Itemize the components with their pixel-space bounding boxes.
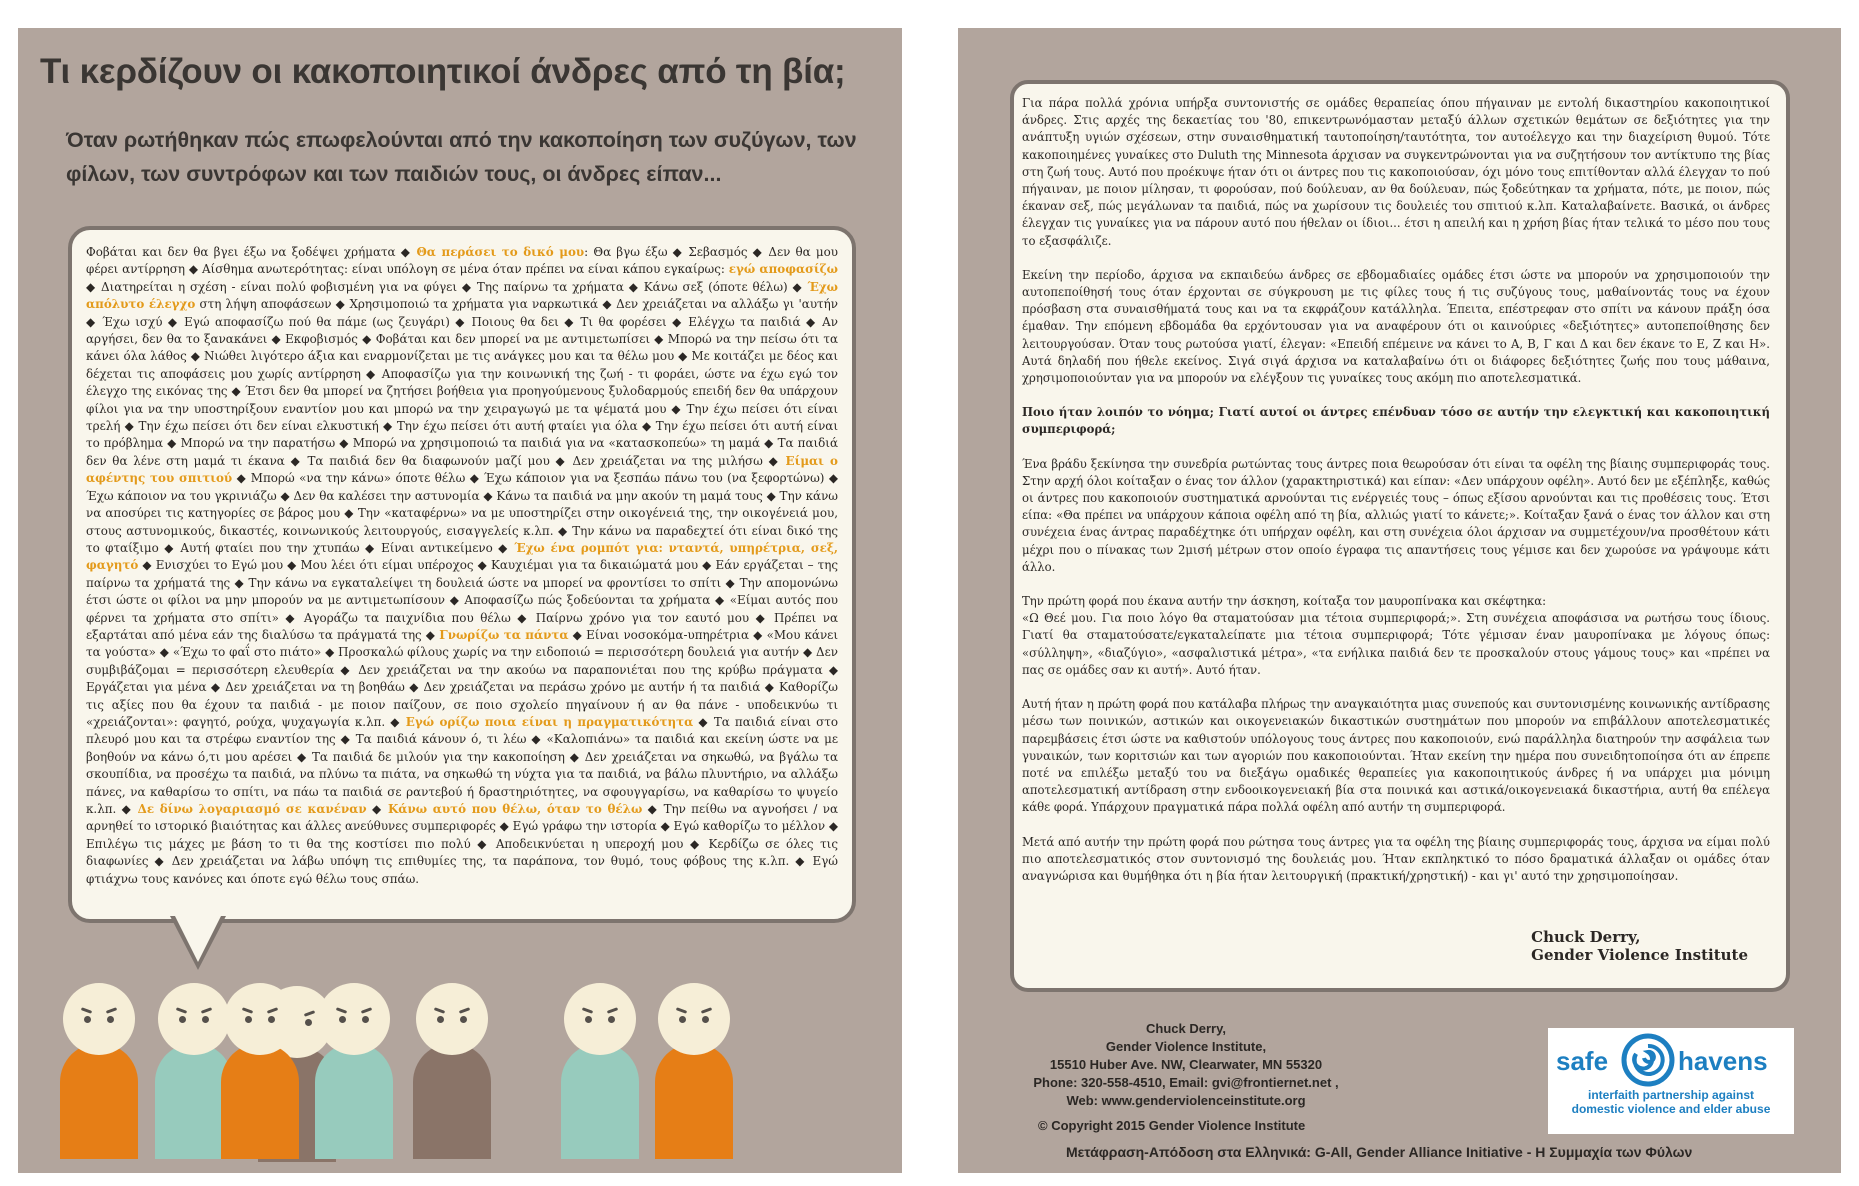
letter-paragraph-1: Για πάρα πολλά χρόνια υπήρξα συντονιστής σε ομάδες θεραπείας όπου πήγαιναν με εντολή δικαστηρίου κακοποιητικοί άνδρες. Στις αρχές της δεκαετίας του '80, επικεντρωνόμασταν μεταξύ άλλων σχετικών θεμάτων σε δεξιότητες για την ανάπτυξη υγιών σχέσεων, στην συναισθηματική ταυτοποίηση/ταυτότητα, τον αυτοέλεγχο και την διαχείριση θυμού. Τότε κακοποιημένες γυναίκες στο Duluth της Minnesota άρχισαν να συγκεντρώνονται για να συζητήσουν τον αντίκτυπο της βίας στη ζωή τους. Αυτό που προέκυψε ήταν ότι οι άντρες που τις κακοποιούσαν, όχι μόνο τους επιτίθονταν αλλά έλεγχαν το πού πήγαιναν, με ποιον μίλησαν, τι φορούσαν, πού δούλευαν, αν θα δούλευαν, πώς ξοδεύτηκαν τα χρήματα, πότε, με ποιον, πώς έκαναν σεξ, πώς μεγάλωναν τα παιδιά, πώς να χωρίσουν τις δουλειές του σπιτιού κ.λπ. Καταλαβαίνετε. Βασικά, οι άνδρες έλεγχαν τις γυναίκες για να πάρουν αυτό που ήθελαν οι ίδιοι... έτσι η απειλή και η χρήση βίας ήταν τελικά το μέσο που τους το εξασφάλιζε. (1022, 96, 1770, 248)
angry-face-icon (224, 983, 296, 1055)
highlighted-benefit: Έχω απόλυτο έλεγχο (86, 279, 838, 312)
speech-bubble-tail-fill (175, 916, 221, 962)
eye (305, 1019, 312, 1026)
contact-name: Chuck Derry, (1146, 1021, 1226, 1036)
benefit-text: ◆ (366, 802, 388, 816)
highlighted-benefit: Εγώ ορίζω ποια είναι η πραγματικότητα (405, 714, 694, 729)
eyebrow (607, 1007, 618, 1014)
person-body (413, 1043, 491, 1159)
logo-tagline-line-1: interfaith partnership against (1587, 1088, 1755, 1102)
eyebrow (459, 1007, 470, 1014)
highlighted-benefit: εγώ αποφασίζω (728, 262, 838, 277)
eye (460, 1016, 467, 1023)
benefit-text: ◆ Ενισχύει το Εγώ μου ◆ Μου λέει ότι είμαι υπέροχος ◆ Καυχιέμαι για τα δικαιώματά μου ◆ Εάν εργάζεται – της παίρνω τα χρήματά της ◆ Την κάνω να εγκαταλείψει τη δουλειά ώστε να μπορεί να φροντίσει το σπίτι ◆ Την απομονώνω έτσι ώστε οι φίλοι να μην μπορούν να με αντιμετωπίσουν ◆ Αποφασίζω πώς ξοδεύονται τα χρήματα ◆ «Είμαι αυτός που φέρνει τα χρήματα στο σπίτι» ◆ Αγοράζω τα παιχνίδια που θέλω ◆ Παίρνω χρόνο για τον εαυτό μου ◆ Πρέπει να εξαρτάται από μένα εάν της διαλύσω τα πράγματά της ◆ (86, 558, 838, 642)
translation-credit: Μετάφραση-Απόδοση στα Ελληνικά: G-All, Gender Alliance Initiative - Η Συμμαχία των Φύλων (1066, 1144, 1693, 1160)
highlighted-benefit: Γνωρίζω τα πάντα (439, 627, 569, 642)
angry-face-icon (564, 983, 636, 1055)
eye (437, 1016, 444, 1023)
angry-face-icon (63, 983, 135, 1055)
person-body (655, 1043, 733, 1159)
eye (679, 1016, 686, 1023)
eye (202, 1016, 209, 1023)
speech-bubble (68, 226, 856, 923)
letter-paragraph-4: Αυτή ήταν η πρώτη φορά που κατάλαβα πλήρως την αναγκαιότητα μιας συνεπούς και συντονισμένης κοινωνικής αντίδρασης μέσω των ποινικών, αστικών και οικογενειακών δικαστικών συστημάτων που μπορούν να επιβάλλουν αποτελεσματικές παρεμβάσεις έτσι ώστε να καθιστούν υπόλογους τους άντρες που κακοποιούν, ενώ παράλληλα διατηρούν την ασφάλεια των γυναικών, των κοριτσιών και των αγοριών που κακοποιούνται. Ήταν εκείνη την ημέρα που συνειδητοποίησα ότι αν έπρεπε ποτέ να επιλέξω μεταξύ του να διεξάγω ομαδικές θεραπείες για κακοποιητικούς άνδρες ή να υπάρχει μια μόνιμη αποτελεσματική αντίδραση στην ενδοοικογενειακή βία στα ποινικά και αστικά/οικογενειακά δικαστήρια, αυτή θα επέλεγα κάθε φορά. Υπάρχουν πραγματικά πάρα πολλά οφέλη από αυτήν τη συμπεριφορά. (1022, 697, 1770, 815)
contact-web[interactable]: Web: www.genderviolenceinstitute.org (1066, 1093, 1306, 1108)
contact-address: 15510 Huber Ave. NW, Clearwater, MN 55320 (1049, 1057, 1323, 1072)
eye (84, 1016, 91, 1023)
safe-havens-logo (1548, 1028, 1794, 1134)
letter-paragraph-2: Εκείνη την περίοδο, άρχισα να εκπαιδεύω άνδρες σε εβδομαδιαίες ομάδες έτσι ώστε να μπορούν να χρησιμοποιούν την αυτοπεποίθησή τους όταν έρχονται σε σύγκρουση με τις φίλες τους ή τις συζύγους τους, μαθαίνοντάς τους να έχουν πρόσβαση στα συναισθήματά τους και να τα εκφράζουν κατάλληλα. Έπειτα, επέστρεφαν στο σπίτι να κάνουν πράξη όσα έμαθαν. Την επόμενη εβδομάδα θα ερχόντουσαν για να αναφέρουν ότι οι καινούριες «δεξιότητες» αυτοπεποίθησης δεν λειτουργούσαν. Όταν τους ρωτούσα γιατί, έλεγαν: «Επειδή επέμεινε να κάνει το Α, Β, Γ και Δ και δεν έκανε το Ε, Ζ και Η». Αυτά δηλαδή που ήθελε εκείνος. Σιγά σιγά άρχισα να καταλαβαίνω ότι οι διάφορες δεξιότητες ζωής που τους μάθαινα, χρησιμοποιούνταν για να μπορούν να ελέγξουν τις γυναίκες τους ακόμη πιο αποτελεσματικά. (1022, 267, 1770, 386)
person-body (561, 1043, 639, 1159)
eyebrow (304, 1010, 315, 1017)
benefit-text: ◆ Την πείθω να αγνοήσει / να αρνηθεί το ιστορικό βιαιότητας και άλλες ανεύθυνες συμπεριφορές ◆ Εγώ γράφω την ιστορία ◆ Εγώ καθορίζω το μέλλον ◆ Επιλέγω τις μάχες με βάση το τι θα της κοστίσει πιο πολύ ◆ Αποδεικνύεται η υπεροχή μου ◆ Κερδίζω σε όλες τις διαφωνίες ◆ Δεν χρειάζεται να λάβω υπόψη τις επιθυμίες της, τα παράπονα, τον θυμό, τους φόβους της κ.λπ. ◆ Εγώ φτιάχνω τους κανόνες και όποτε εγώ θέλω τους σπάω. (86, 802, 838, 886)
angry-face-icon (416, 983, 488, 1055)
benefit-text: Φοβάται και δεν θα βγει έξω να ξοδέψει χρήματα ◆ (86, 245, 417, 259)
eye (585, 1016, 592, 1023)
eyebrow (81, 1007, 92, 1014)
eye (179, 1016, 186, 1023)
angry-face-icon (318, 983, 390, 1055)
highlighted-benefit: Έχω ένα ρομπότ για: νταντά, υπηρέτρια, σεξ, φαγητό (86, 540, 838, 573)
subtitle: Όταν ρωτήθηκαν πώς επωφελούνται από την κακοποίηση των συζύγων, των φίλων, των συντρόφων και των παιδιών τους, οι άνδρες είπαν... (66, 128, 857, 186)
contact-phone-email[interactable]: Phone: 320-558-4510, Email: gvi@frontiernet.net , (1033, 1075, 1339, 1090)
benefit-text: στη λήψη αποφάσεων ◆ Χρησιμοποιώ τα χρήματα για ναρκωτικά ◆ Δεν χρειάζεται να αλλάξω γι 'αυτήν ◆ Έχω ισχύ ◆ Εγώ αποφασίζω πού θα πάμε (ως ζευγάρι) ◆ Ποιους θα δει ◆ Τι θα φορέσει ◆ Ελέγχω τα παιδιά ◆ Αν αργήσει, δεν θα το ξανακάνει ◆ Εκφοβισμός ◆ Φοβάται και δεν μπορεί να με αντιμετωπίσει ◆ Μπορώ να την πείσω ότι τα κάνει όλα λάθος ◆ Νιώθει λιγότερο άξια και εναρμονίζεται με τις ανάγκες μου και τα θέλω μου ◆ Με κοιτάζει με δέος και δέχεται τις αποφάσεις μου χωρίς αντίρρηση ◆ Αποφασίζω για την κοινωνική της ζωή - τι φοράει, ώστε να έχω εγώ τον έλεγχο της εικόνας της ◆ Έτσι δεν θα μπορεί να ζητήσει βοήθεια για προηγούμενους ξυλοδαρμούς επειδή δεν θα υπάρχουν φίλοι για να την υποστηρίξουν εναντίον μου και μπορώ να την χειραγωγώ με τα ψέματά μου ◆ Την έχω πείσει ότι είναι τρελή ◆ Την έχω πείσει ότι δεν είναι ελκυστική ◆ Την έχω πείσει ότι αυτή φταίει για όλα ◆ Την έχω πείσει ότι αυτή είναι το πρόβλημα ◆ Μπορώ να την παρατήσω ◆ Μπορώ να χρησιμοποιώ τα παιδιά για να «κατασκοπεύω» τη μαμά ◆ Τα παιδιά δεν θα λένε στη μαμά τι έκανα ◆ Τα παιδιά δεν θα διαφωνούν μαζί μου ◆ Δεν χρειάζεται να της μιλήσω ◆ (86, 297, 838, 468)
eyebrow (242, 1007, 253, 1014)
eye (362, 1016, 369, 1023)
person-body (60, 1043, 138, 1159)
letter-question: Ποιο ήταν λοιπόν το νόημα; Γιατί αυτοί οι άντρες επένδυαν τόσο σε αυτήν την ελεγκτική και κακοποιητική συμπεριφορά; (1022, 405, 1770, 437)
signature-name: Chuck Derry, (1531, 928, 1641, 946)
highlighted-benefit: Κάνω αυτό που θέλω, όταν το θέλω (387, 802, 643, 816)
contact-block (1016, 1020, 1356, 1110)
eyebrow (336, 1007, 347, 1014)
eyebrow (176, 1007, 187, 1014)
highlighted-benefit: Θα περάσει το δικό μου (416, 245, 585, 259)
logo-tagline (1548, 1088, 1794, 1116)
eyebrow (676, 1007, 687, 1014)
eyebrow (701, 1007, 712, 1014)
logo-word-safe: safe (1556, 1046, 1609, 1076)
person-body (221, 1043, 299, 1159)
contact-org: Gender Violence Institute, (1105, 1039, 1267, 1054)
benefit-text: ◆ Τα παιδιά είναι στο πλευρό μου και τα στρέφω εναντίον της ◆ Τα παιδιά κάνουν ό, τι λέω ◆ «Καλοπιάνω» τα παιδιά και εκείνη ώστε να με βοηθούν να κάνω ό,τι μου αρέσει ◆ Τα παιδιά δε μιλούν για την κακοποίηση ◆ Δεν χρειάζεται να σηκωθώ, να βγάλω τα σκουπίδια, να προσέχω τα παιδιά, να πλύνω τα πιάτα, να σηκωθώ τη νύχτα για τα παιδιά, να βάλω πλυντήριο, να αλλάξω πάνες, να καθαρίσω το σπίτι, να πάω τα παιδιά σε ραντεβού ή δραστηριότητες, να σφουγγαρίσω, να καθαρίσω το ψυγείο κ.λπ. ◆ (86, 714, 838, 816)
letter-box (1010, 80, 1790, 992)
angry-face-icon (158, 983, 230, 1055)
eye (702, 1016, 709, 1023)
eyebrow (267, 1007, 278, 1014)
eye (608, 1016, 615, 1023)
right-panel (958, 28, 1841, 1173)
copyright: © Copyright 2015 Gender Violence Institute (1038, 1118, 1306, 1133)
logo-word-havens: havens (1678, 1046, 1768, 1076)
page-title: Τι κερδίζουν οι κακοποιητικοί άνδρες από τη βία; (40, 52, 846, 91)
letter-paragraph-first-time (1022, 593, 1770, 679)
first-time-line-2: «Ω Θεέ μου. Για ποιο λόγο θα σταματούσαν μια τέτοια συμπεριφορά;». Στη συνέχεια αποφάσισα να ρωτήσω τους ίδιους. Γιατί θα σταματούσατε/εγκαταλείπατε μια τέτοια συμπεριφορά; Τότε γέμισαν έναν μαυροπίνακα με λόγους όπως: «σύλληψη», «διαζύγιο», «ασφαλιστικά μέτρα», «τα ενήλικα παιδιά δεν τε προσκαλούν στους γάμους τους» και «πρέπει να πας σε ομάδες σαν κι αυτή». Αυτό ήταν. (1022, 611, 1770, 677)
benefit-text: ◆ Είναι νοσοκόμα-υπηρέτρια ◆ «Μου κάνει τα γούστα» ◆ «Έχω το φαΐ στο πιάτο» ◆ Προσκαλώ φίλους χωρίς να την ειδοποιώ = περισσότερη δουλειά για αυτήν ◆ Δεν συμβιβάζομαι = περισσότερη ελευθερία ◆ Δεν χρειάζεται να την ακούω να παραπονιέται που της κρύβω πράγματα ◆ Εργάζεται για μένα ◆ Δεν χρειάζεται να τη βοηθάω ◆ Δεν χρειάζεται να περάσω χρόνο με αυτήν ή τα παιδιά ◆ Καθορίζω τις αξίες που θα έχουν τα παιδιά - με ποιον παίζουν, σε ποιο σχολείο πηγαίνουν ή αν θα πάνε - υποδεικνύω τι «χρειάζονται»: φαγητό, ρούχα, ψυχαγωγία κ.λπ. ◆ (86, 627, 839, 729)
first-time-line-1: Την πρώτη φορά που έκανα αυτήν την άσκηση, κοίταξα τον μαυροπίνακα και σκέφτηκα: (1022, 594, 1547, 609)
person-body (315, 1043, 393, 1159)
highlighted-benefit: Δε δίνω λογαριασμό σε κανέναν (137, 802, 367, 816)
benefit-text: ◆ Διατηρείται η σχέση - είναι πολύ φοβισμένη για να φύγει ◆ Της παίρνω τα χρήματα ◆ Κάνω σεξ (όποτε θέλω) ◆ (86, 279, 808, 294)
eyebrow (201, 1007, 212, 1014)
benefit-text: ◆ Μπορώ «να την κάνω» όποτε θέλω ◆ Έχω κάποιον για να ξεσπάω πάνω του (να ξεφορτώνω) ◆ Έχω κάποιον να του γκρινιάζω ◆ Δεν θα καλέσει την αστυνομία ◆ Κάνω τα παιδιά να μην ακούν τη μαμά τους ◆ Την κάνω να αποσύρει τις κατηγορίες σε βάρος μου ◆ Την «καταφέρνω» να με υποστηρίζει στην οικογένειά της, την οικογένειά μου, στους αστυνομικούς, δικαστές, κοινωνικούς λειτουργούς, εισαγγελείς κ.λπ. ◆ Την κάνω να παραδεχτεί ότι είναι δικό της το φταίξιμο ◆ Αυτή φταίει που την χτυπάω ◆ Είναι αντικείμενο ◆ (86, 471, 838, 555)
eyebrow (582, 1007, 593, 1014)
angry-face-icon (658, 983, 730, 1055)
eyebrow (106, 1007, 117, 1014)
eyebrow (434, 1007, 445, 1014)
signature (1531, 928, 1748, 964)
benefit-text: : Θα βγω έξω ◆ Σεβασμός ◆ Δεν θα μου φέρει αντίρρηση ◆ Αίσθημα ανωτερότητας: είναι υπόλογη σε μένα όταν πρέπει να είναι κάπου εγκαίρως: (86, 245, 838, 277)
letter-paragraph-5: Μετά από αυτήν την πρώτη φορά που ρώτησα τους άντρες για τα οφέλη της βίαιης συμπεριφοράς τους, άρχισα να είμαι πολύ πιο αποτελεσματικός στον συντονισμό της δουλειάς μου. Ήταν εκπληκτικό το πόσο δραματικά άλλαξαν οι ομάδες όταν αναγνώρισα και θυμήθηκα ότι η βία ήταν λειτουργική (πρακτική/χρηστική) - και γι' αυτό την χρησιμοποίησαν. (1022, 834, 1770, 883)
spiral-icon (1620, 1032, 1676, 1088)
signature-org: Gender Violence Institute (1531, 946, 1748, 964)
logo-tagline-line-2: domestic violence and elder abuse (1571, 1102, 1771, 1116)
letter-paragraph-3: Ένα βράδυ ξεκίνησα την συνεδρία ρωτώντας τους άντρες ποια θεωρούσαν ότι είναι τα οφέλη της βίαιης συμπεριφοράς τους. Στην αρχή όλοι κοίταξαν ο ένας τον άλλον (χαρακτηριστικά) και είπαν: «Δεν υπάρχουν οφέλη». Αυτό δεν με εξέπληξε, καθώς οι άντρες που κακοποιούν συστηματικά αρνούνται τις ενέργειές τους – όπως εξίσου αρνούνται και τις προθέσεις τους. Έτσι είπα: «Θα πρέπει να υπάρχουν κάποια οφέλη από τη βία, αλλιώς γιατί το κάνετε;». Κοίταξαν ξανά ο ένας τον άλλον και στη συνέχεια ένας άντρας παραδέχτηκε ότι υπήρχαν οφέλη, και στη συνέχεια όλοι άρχισαν να συμμετέχουν/να προσθέτουν κάτι μέχρι που ο πίνακας των 2μισή μέτρων στον οποίο έγραφα τις απαντήσεις τους γέμισε και δεν χωρούσε να γράψουμε κάτι άλλο. (1022, 456, 1770, 574)
eyebrow (361, 1007, 372, 1014)
eye (339, 1016, 346, 1023)
left-panel (18, 28, 902, 1173)
eye (245, 1016, 252, 1023)
eye (268, 1016, 275, 1023)
highlighted-benefit: Είμαι ο αφέντης του σπιτιού (86, 453, 838, 486)
eye (107, 1016, 114, 1023)
